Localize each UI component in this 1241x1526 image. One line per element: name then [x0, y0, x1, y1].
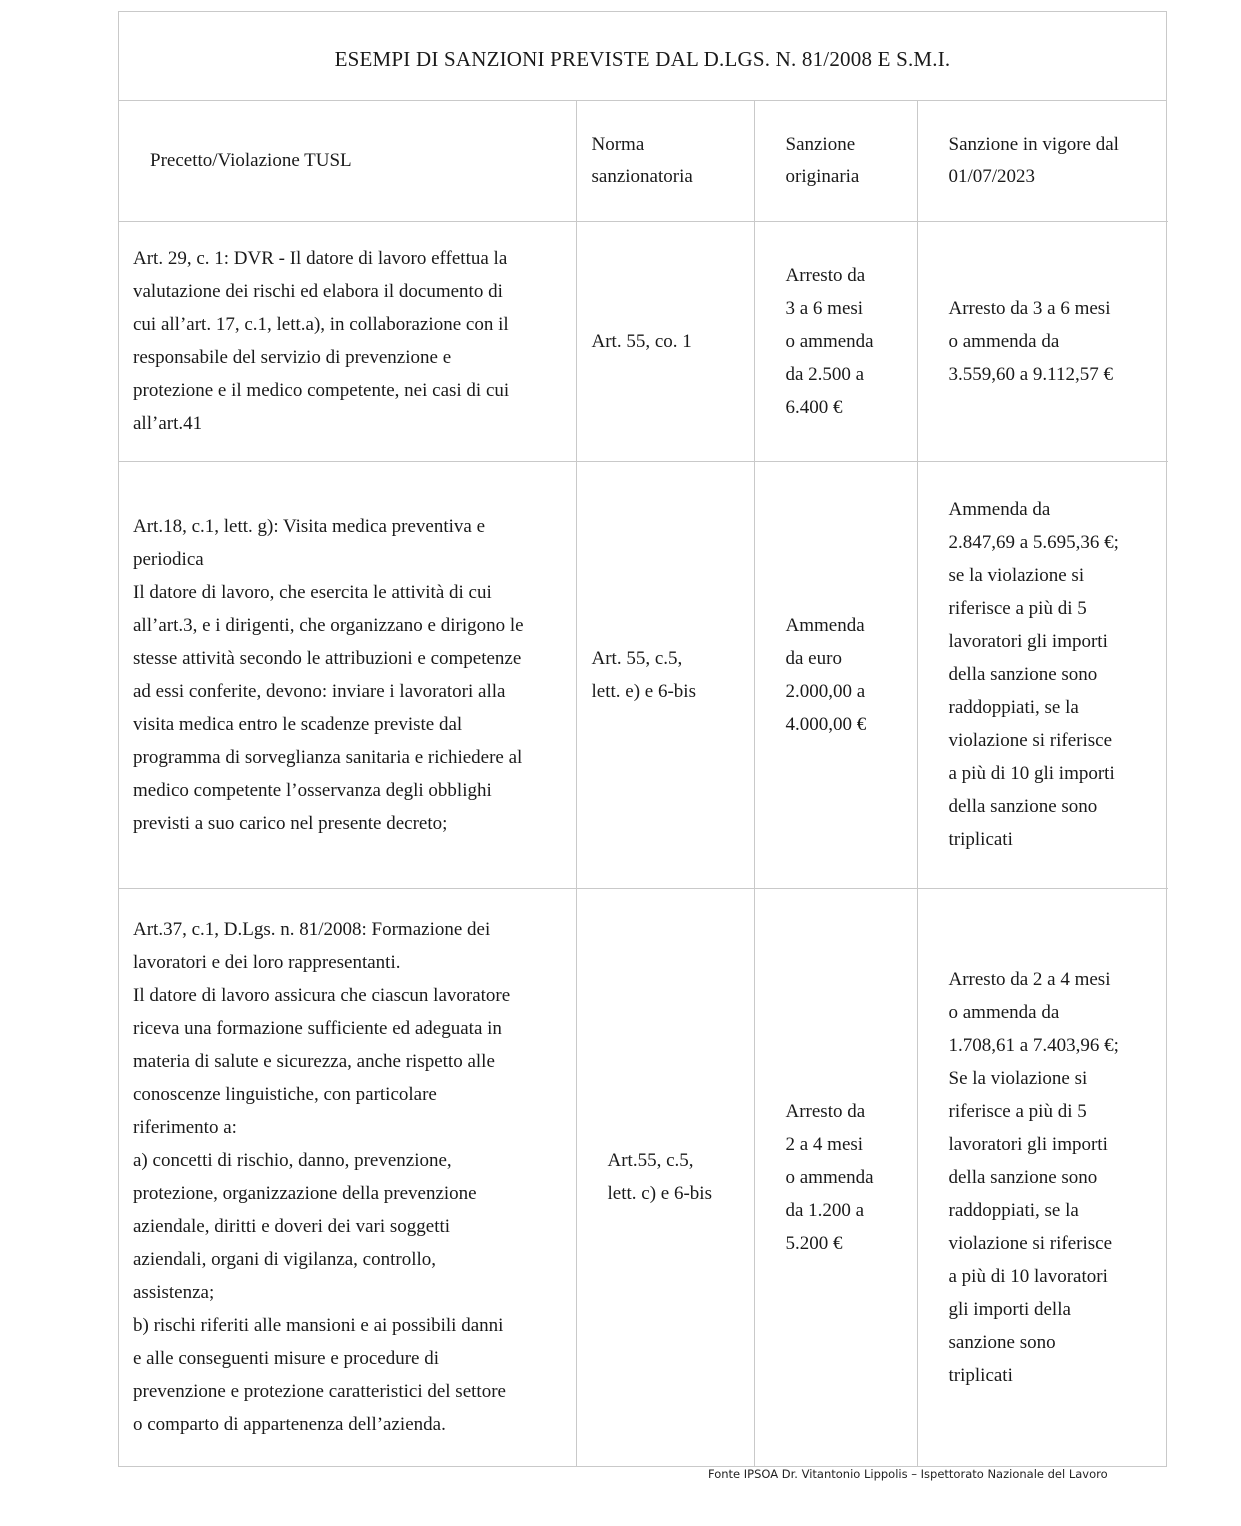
table-header-row [119, 101, 1168, 221]
header-norm: Norma sanzionatoria [576, 101, 754, 221]
cell-current-sanction: Arresto da 3 a 6 mesi o ammenda da 3.559,60 a 9.112,57 € [917, 221, 1168, 461]
sanctions-document [118, 11, 1167, 1467]
cell-current-sanction: Ammenda da 2.847,69 a 5.695,36 €; se la violazione si riferisce a più di 5 lavoratori gli importi della sanzione sono raddoppiati, se la violazione si riferisce a più di 10 gli importi della sanzione sono triplicati [917, 461, 1168, 888]
cell-norm: Art. 55, c.5, lett. e) e 6-bis [576, 461, 754, 888]
cell-norm: Art. 55, co. 1 [576, 221, 754, 461]
table-row [119, 221, 1168, 461]
cell-original-sanction: Arresto da 3 a 6 mesi o ammenda da 2.500 a 6.400 € [754, 221, 917, 461]
source-footnote: Fonte IPSOA Dr. Vitantonio Lippolis – Ispettorato Nazionale del Lavoro [708, 1467, 1108, 1481]
cell-original-sanction: Arresto da 2 a 4 mesi o ammenda da 1.200 a 5.200 € [754, 888, 917, 1466]
cell-violation: Art.18, c.1, lett. g): Visita medica preventiva e periodica Il datore di lavoro, che esercita le attività di cui all’art.3, e i dirigenti, che organizzano e dirigono le stesse attività secondo le attribuzioni e competenze ad essi conferite, devono: inviare i lavoratori alla visita medica entro le scadenze previste dal programma di sorveglianza sanitaria e richiedere al medico competente l’osservanza degli obblighi previsti a suo carico nel presente decreto; [119, 461, 576, 888]
header-original-sanction: Sanzione originaria [754, 101, 917, 221]
sanctions-table [119, 101, 1168, 1466]
table-row [119, 888, 1168, 1466]
document-title-text: ESEMPI DI SANZIONI PREVISTE DAL D.LGS. N. 81/2008 E S.M.I. [334, 46, 951, 71]
cell-norm: Art.55, c.5, lett. c) e 6-bis [576, 888, 754, 1466]
cell-original-sanction: Ammenda da euro 2.000,00 a 4.000,00 € [754, 461, 917, 888]
table-row [119, 461, 1168, 888]
cell-current-sanction: Arresto da 2 a 4 mesi o ammenda da 1.708,61 a 7.403,96 €; Se la violazione si riferisce a più di 5 lavoratori gli importi della sanzione sono raddoppiati, se la violazione si riferisce a più di 10 lavoratori gli importi della sanzione sono triplicati [917, 888, 1168, 1466]
header-current-sanction: Sanzione in vigore dal 01/07/2023 [917, 101, 1168, 221]
document-title [119, 12, 1166, 101]
header-violation: Precetto/Violazione TUSL [119, 101, 576, 221]
cell-violation: Art. 29, c. 1: DVR - Il datore di lavoro effettua la valutazione dei rischi ed elabora il documento di cui all’art. 17, c.1, lett.a), in collaborazione con il responsabile del servizio di prevenzione e protezione e il medico competente, nei casi di cui all’art.41 [119, 221, 576, 461]
cell-violation: Art.37, c.1, D.Lgs. n. 81/2008: Formazione dei lavoratori e dei loro rappresentanti. Il datore di lavoro assicura che ciascun lavoratore riceva una formazione sufficiente ed adeguata in materia di salute e sicurezza, anche rispetto alle conoscenze linguistiche, con particolare riferimento a: a) concetti di rischio, danno, prevenzione, protezione, organizzazione della prevenzione aziendale, diritti e doveri dei vari soggetti aziendali, organi di vigilanza, controllo, assistenza; b) rischi riferiti alle mansioni e ai possibili danni e alle conseguenti misure e procedure di prevenzione e protezione caratteristici del settore o comparto di appartenenza dell’azienda. [119, 888, 576, 1466]
